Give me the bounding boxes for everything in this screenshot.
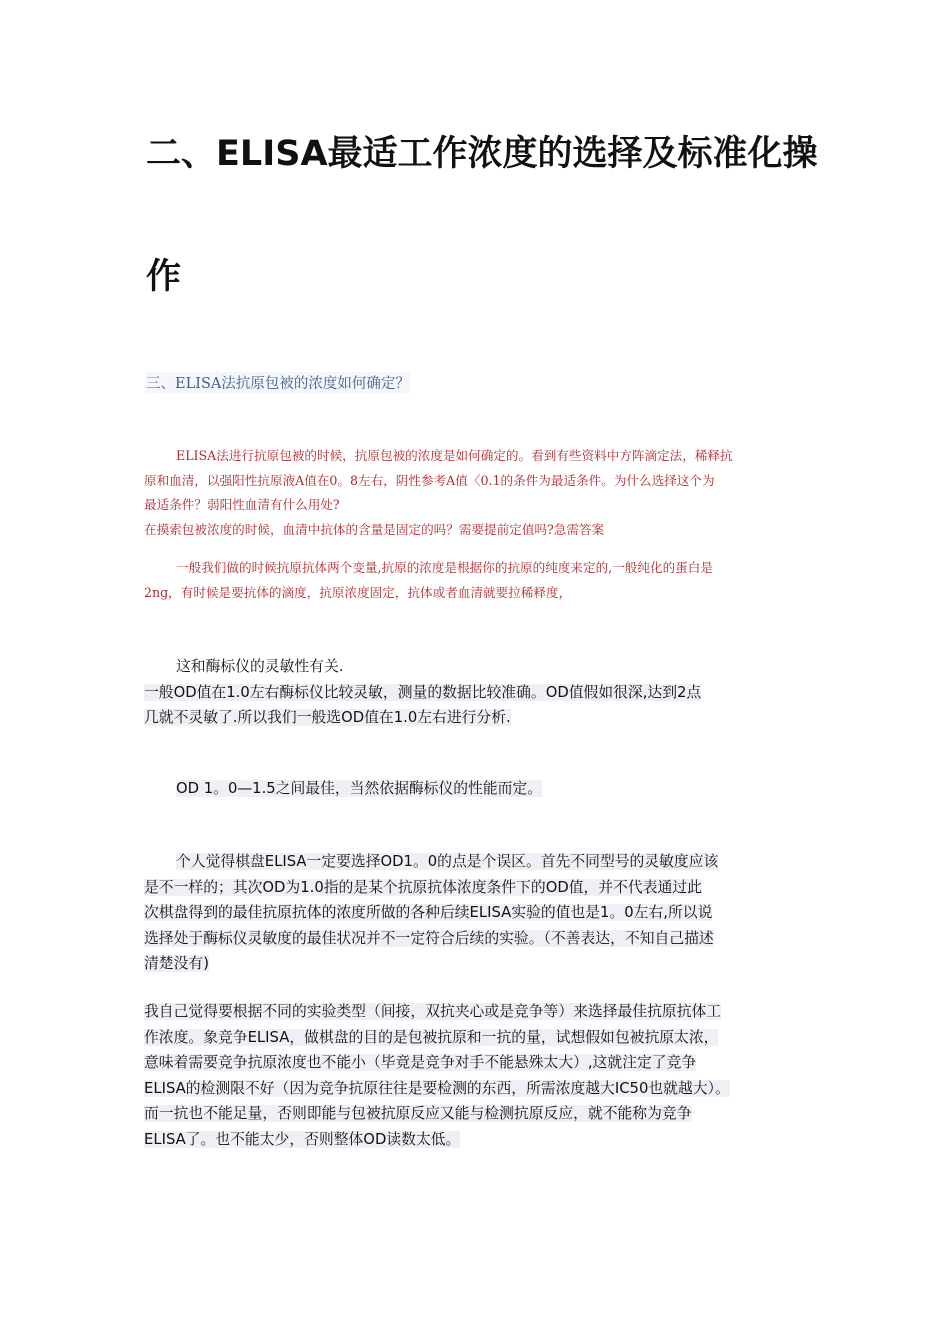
answer-line — [144, 776, 824, 802]
answer-line — [144, 999, 824, 1025]
answer-text: 选择处于酶标仪灵敏度的最佳状况并不一定符合后续的实验。（不善表达，不知自己描述 — [144, 929, 714, 947]
answer-line — [144, 1025, 824, 1051]
answer-line — [144, 1127, 824, 1153]
answer-text: 而一抗也不能足量，否则即能与包被抗原反应又能与检测抗原反应，就不能称为竞争 — [144, 1105, 692, 1122]
answer-line: 2ng，有时候是要抗体的滴度，抗原浓度固定，抗体或者血清就要拉稀释度， — [144, 584, 572, 600]
question-line: 最适条件？弱阳性血清有什么用处? — [144, 497, 340, 512]
answer-line — [144, 1050, 824, 1076]
page-title-line-2: 作 — [146, 257, 182, 297]
answer-text: 意味着需要竞争抗原浓度也不能小（毕竟是竞争对手不能悬殊太大）,这就注定了竞争 — [144, 1054, 697, 1071]
answer-line — [144, 875, 824, 901]
answer-paragraph-2 — [144, 654, 824, 731]
question-line: 原和血清，以强阳性抗原液A值在0。8左右，阴性参考A值〈0.1的条件为最适条件。为什么选择这个为 — [144, 472, 715, 488]
answer-paragraph-3 — [144, 776, 824, 802]
answer-line — [144, 680, 824, 706]
answer-text: 是不一样的；其次OD为1.0指的是某个抗原抗体浓度条件下的OD值，并不代表通过此 — [144, 878, 702, 896]
answer-text: 次棋盘得到的最佳抗原抗体的浓度所做的各种后续ELISA实验的值也是1。0左右,所以说 — [144, 904, 713, 921]
answer-paragraph-4 — [144, 849, 824, 977]
answer-text: 个人觉得棋盘ELISA一定要选择OD1。0的点是个误区。首先不同型号的灵敏度应该 — [176, 853, 719, 870]
answer-line — [144, 951, 824, 977]
answer-line — [144, 849, 824, 875]
answer-paragraph-1 — [144, 556, 814, 605]
question-line: ELISA法进行抗原包被的时候，抗原包被的浓度是如何确定的。看到有些资料中方阵滴定法，稀释抗 — [176, 448, 733, 463]
answer-text: 清楚没有) — [144, 955, 209, 972]
answer-text: ELISA的检测限不好（因为竞争抗原往往是要检测的东西，所需浓度越大IC50也就越大）。 — [144, 1079, 730, 1097]
answer-text: ELISA了。也不能太少，否则整体OD读数太低。 — [144, 1130, 461, 1148]
answer-text: 我自己觉得要根据不同的实验类型（间接，双抗夹心或是竞争等）来选择最佳抗原抗体工 — [144, 1003, 722, 1020]
answer-text: 几就不灵敏了.所以我们一般选OD值在1.0左右进行分析. — [144, 709, 511, 726]
answer-text: 作浓度。象竞争ELISA，做棋盘的目的是包被抗原和一抗的量，试想假如包被抗原太浓， — [144, 1028, 719, 1046]
question-line: 在摸索包被浓度的时候，血清中抗体的含量是固定的吗？需要提前定值吗?急需答案 — [144, 521, 605, 537]
answer-line — [144, 900, 824, 926]
answer-line: 这和酶标仪的灵敏性有关. — [176, 658, 344, 675]
answer-line — [144, 1076, 824, 1102]
section-subheading: 三、ELISA法抗原包被的浓度如何确定？ — [146, 372, 410, 393]
question-paragraph — [144, 444, 814, 542]
answer-line: 一般我们做的时候抗原抗体两个变量,抗原的浓度是根据你的抗原的纯度来定的,一般纯化的蛋白是 — [176, 560, 713, 575]
answer-text: OD 1。0—1.5之间最佳，当然依据酶标仪的性能而定。 — [176, 780, 543, 797]
answer-line — [144, 1101, 824, 1127]
answer-line — [144, 926, 824, 952]
answer-text: 一般OD值在1.0左右酶标仪比较灵敏，测量的数据比较准确。OD值假如很深,达到2点 — [144, 683, 702, 701]
answer-line — [144, 705, 824, 731]
answer-paragraph-5 — [144, 999, 824, 1152]
page-title-line-1: 二、ELISA最适工作浓度的选择及标准化操 — [146, 134, 818, 174]
